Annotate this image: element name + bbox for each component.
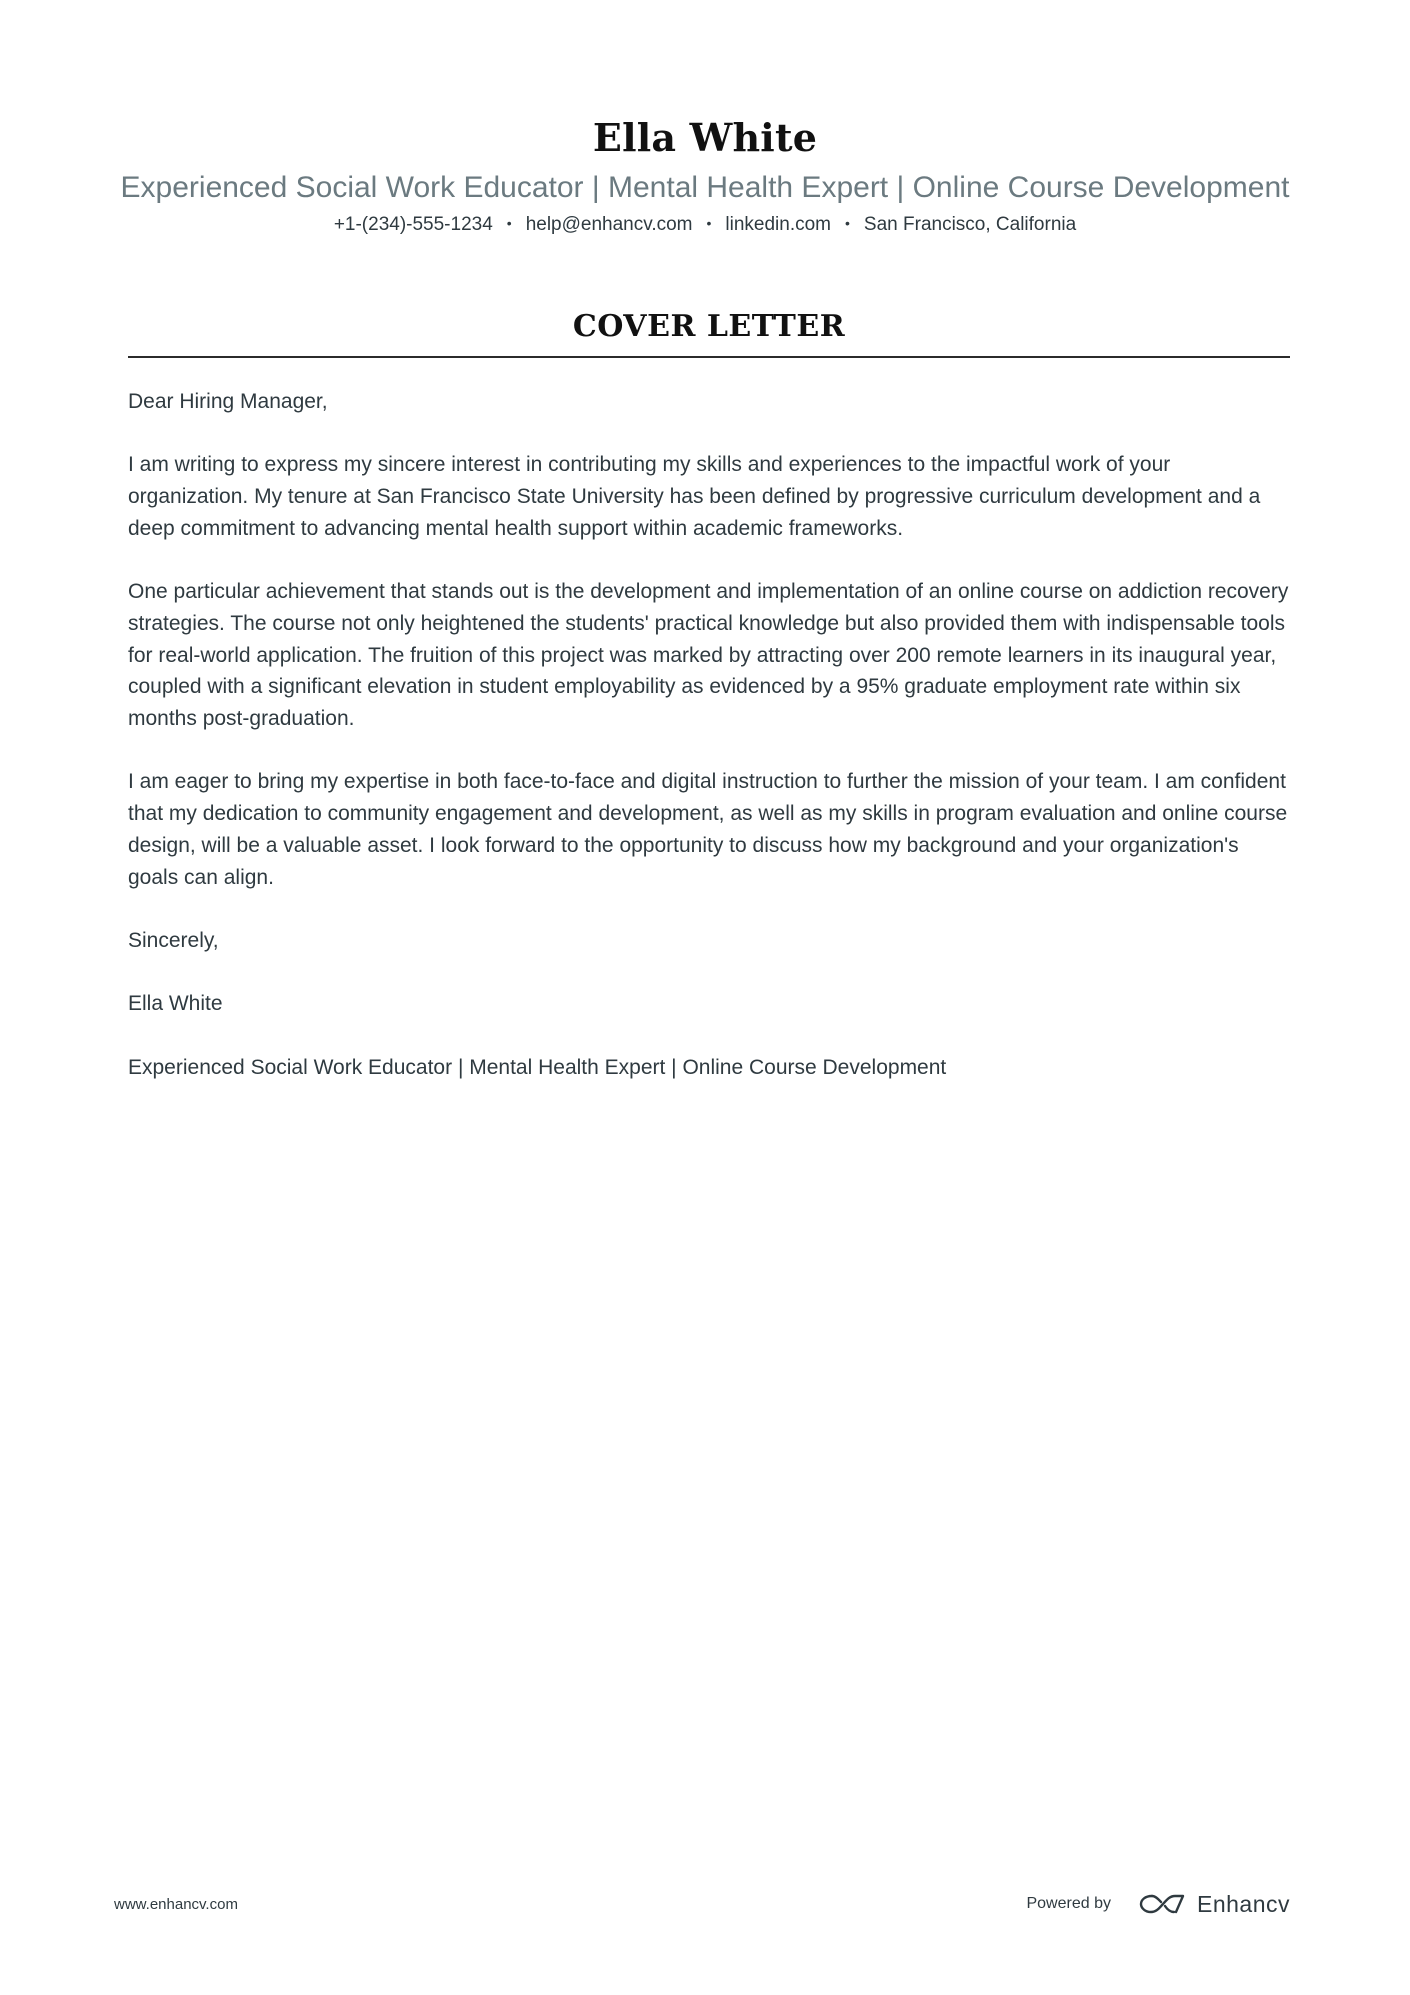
footer-website[interactable]: www.enhancv.com xyxy=(114,1896,238,1913)
contact-phone: +1-(234)-555-1234 xyxy=(333,214,493,235)
letter-greeting: Dear Hiring Manager, xyxy=(128,390,328,413)
footer-branding xyxy=(1026,1884,1290,1924)
letter-signature-title: Experienced Social Work Educator | Mental Health Expert | Online Course Development xyxy=(128,1055,947,1079)
letter-body xyxy=(128,386,1290,1115)
letter-paragraph: I am eager to bring my expertise in both face-to-face and digital instruction to further the mission of your team. I am confident that my dedication to community engagement and development, as well as my skills in program evaluation and online course design, will be a valuable asset. I look forward to the opportunity to discuss how my background and your organization's goals can align. xyxy=(128,770,1288,889)
contact-location: San Francisco, California xyxy=(863,214,1077,235)
enhancv-logo-icon xyxy=(1139,1893,1185,1915)
letter-paragraph: One particular achievement that stands out is the development and implementation of an online course on addiction recovery strategies. The course not only heightened the students' practical knowledge but also provided them with indispensable tools for real-world application. The fruition of this project was marked by attracting over 200 remote learners in its inaugural year, coupled with a significant elevation in student employability as evidenced by a 95% graduate employment rate within six months post-graduation. xyxy=(128,580,1289,730)
contact-separator: • xyxy=(706,215,712,231)
brand-name: Enhancv xyxy=(1196,1890,1290,1917)
applicant-name: Ella White xyxy=(592,115,818,160)
brand-logo[interactable] xyxy=(1139,1891,1290,1918)
powered-by-label: Powered by xyxy=(1026,1895,1111,1912)
letter-signature-name: Ella White xyxy=(128,992,223,1016)
letter-closing: Sincerely, xyxy=(128,928,219,952)
letter-paragraph: I am writing to express my sincere interest in contributing my skills and experiences to the impactful work of your organization. My tenure at San Francisco State University has been defined by progressive curriculum development and a deep commitment to advancing mental health support within academic frameworks. xyxy=(128,453,1261,540)
contact-email[interactable]: help@enhancv.com xyxy=(525,214,693,235)
contact-linkedin[interactable]: linkedin.com xyxy=(725,214,832,235)
section-header xyxy=(128,306,1290,358)
contact-info xyxy=(0,210,1410,238)
applicant-headline: Experienced Social Work Educator | Mental Health Expert | Online Course Development xyxy=(120,171,1290,204)
contact-separator: • xyxy=(506,215,512,231)
contact-separator: • xyxy=(845,215,850,231)
document-header xyxy=(0,112,1410,238)
section-title: COVER LETTER xyxy=(572,309,846,344)
